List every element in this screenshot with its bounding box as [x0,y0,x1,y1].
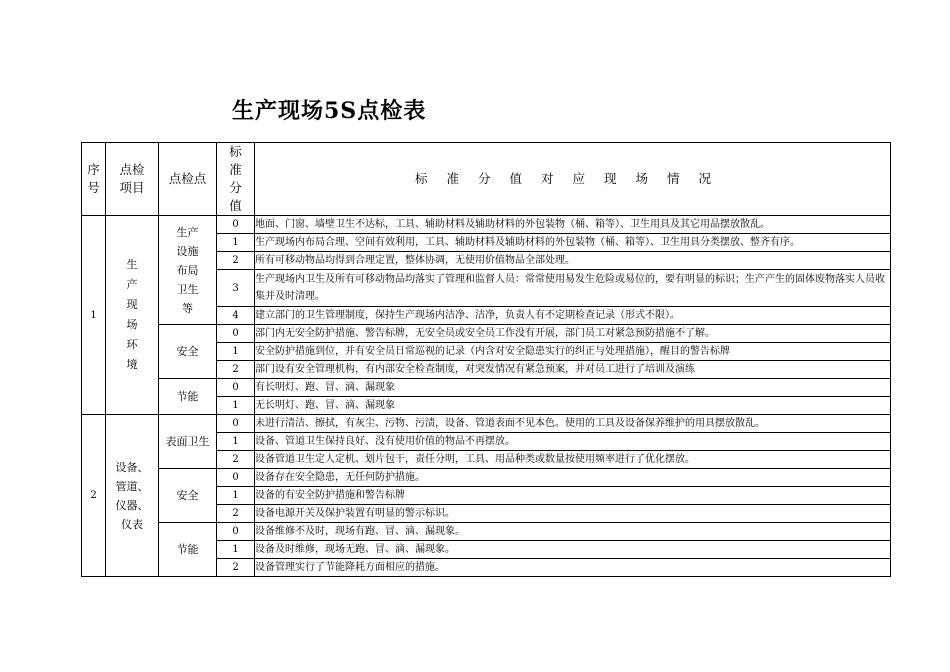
standard-description: 设备电源开关及保护装置有明显的警示标识。 [255,505,891,523]
checkpoint-label: 节能 [176,390,199,403]
score-cell: 2 [217,505,255,523]
header-standard: 标准分值对应现场情况 [255,143,891,216]
score-cell: 0 [217,325,255,343]
standard-description: 设备的有安全防护措施和警告标牌 [255,487,891,505]
checkpoint-name [159,216,217,325]
group-item-label: 生产现场环境 [126,258,138,371]
score-cell: 4 [217,307,255,325]
score-cell: 2 [217,451,255,469]
checkpoint-name [159,325,217,379]
table-row [82,523,891,541]
score-cell: 1 [217,541,255,559]
checkpoint-name [159,469,217,523]
score-cell: 0 [217,469,255,487]
score-cell: 2 [217,252,255,270]
checkpoint-name [159,523,217,577]
group-item [106,216,159,415]
group-number: 2 [82,415,106,577]
header-score: 标准分值 [217,143,255,216]
header-item: 点检项目 [106,143,159,216]
table-row [82,415,891,433]
standard-description: 生产现场内布局合理、空间有效利用，工具、辅助材料及辅助材料的外包装物（桶、箱等）、卫生用具分类摆放、整齐有序。 [255,234,891,252]
score-cell: 0 [217,379,255,397]
table-row [82,325,891,343]
standard-description: 设备、管道卫生保持良好、没有使用价值的物品不再摆放。 [255,433,891,451]
group-item [106,415,159,577]
table-row [82,216,891,234]
standard-description: 地面、门窗、墙壁卫生不达标，工具、辅助材料及辅助材料的外包装物（桶、箱等）、卫生用具及其它用品摆放散乱。 [255,216,891,234]
score-cell: 1 [217,433,255,451]
score-cell: 3 [217,270,255,307]
header-no: 序号 [82,143,106,216]
checkpoint-label: 安全 [176,489,199,502]
checkpoint-name [159,415,217,469]
standard-description: 设备管道卫生定人定机、划片包干，责任分明，工具、用品种类或数量按使用频率进行了优化摆放。 [255,451,891,469]
checkpoint-name [159,379,217,415]
standard-description: 设备及时维修，现场无跑、冒、滴、漏现象。 [255,541,891,559]
standard-description: 有长明灯、跑、冒、滴、漏现象 [255,379,891,397]
page-title: 生产现场5S点检表 [232,98,427,124]
score-cell: 0 [217,216,255,234]
score-cell: 1 [217,397,255,415]
standard-description: 所有可移动物品均得到合理定置，整体协调，无使用价值物品全部处理。 [255,252,891,270]
standard-description: 安全防护措施到位，并有安全员日常巡视的记录（内含对安全隐患实行的纠正与处理措施），醒目的警告标牌 [255,343,891,361]
score-cell: 1 [217,343,255,361]
inspection-table [81,142,891,577]
standard-description: 部门内无安全防护措施、警告标牌，无安全员或安全员工作没有开展，部门员工对紧急预防措施不了解。 [255,325,891,343]
standard-description: 部门设有安全管理机构，有内部安全检查制度，对突发情况有紧急预案，并对员工进行了培训及演练 [255,361,891,379]
standard-description: 设备管理实行了节能降耗方面相应的措施。 [255,559,891,577]
score-cell: 2 [217,559,255,577]
checkpoint-label: 安全 [176,345,199,358]
header-row [82,143,891,216]
score-cell: 1 [217,487,255,505]
standard-description: 设备存在安全隐患，无任何防护措施。 [255,469,891,487]
header-point: 点检点 [159,143,217,216]
score-cell: 0 [217,523,255,541]
group-item-label: 设备、管道、仪器、仪表 [115,460,149,531]
score-cell: 1 [217,234,255,252]
score-cell: 0 [217,415,255,433]
standard-description: 生产现场内卫生及所有可移动物品均落实了管理和监督人员：常常使用易发生危险或易位的，要有明显的标识；生产产生的固体废物落实人员收集并及时清理。 [255,270,891,307]
standard-description: 建立部门的卫生管理制度，保持生产现场内洁净、洁净，负责人有不定期检查记录（形式不限）。 [255,307,891,325]
table-row [82,379,891,397]
group-number: 1 [82,216,106,415]
checkpoint-label: 生产设施布局卫生等 [176,225,199,315]
checkpoint-label: 节能 [176,543,199,556]
table-row [82,469,891,487]
standard-description: 设备维修不及时，现场有跑、冒、滴、漏现象。 [255,523,891,541]
score-cell: 2 [217,361,255,379]
checkpoint-label: 表面卫生 [165,435,210,448]
standard-description: 未进行清洁、擦拭，有灰尘、污物、污渍，设备、管道表面不见本色。使用的工具及设备保养维护的用具摆放散乱。 [255,415,891,433]
standard-description: 无长明灯、跑、冒、滴、漏现象 [255,397,891,415]
